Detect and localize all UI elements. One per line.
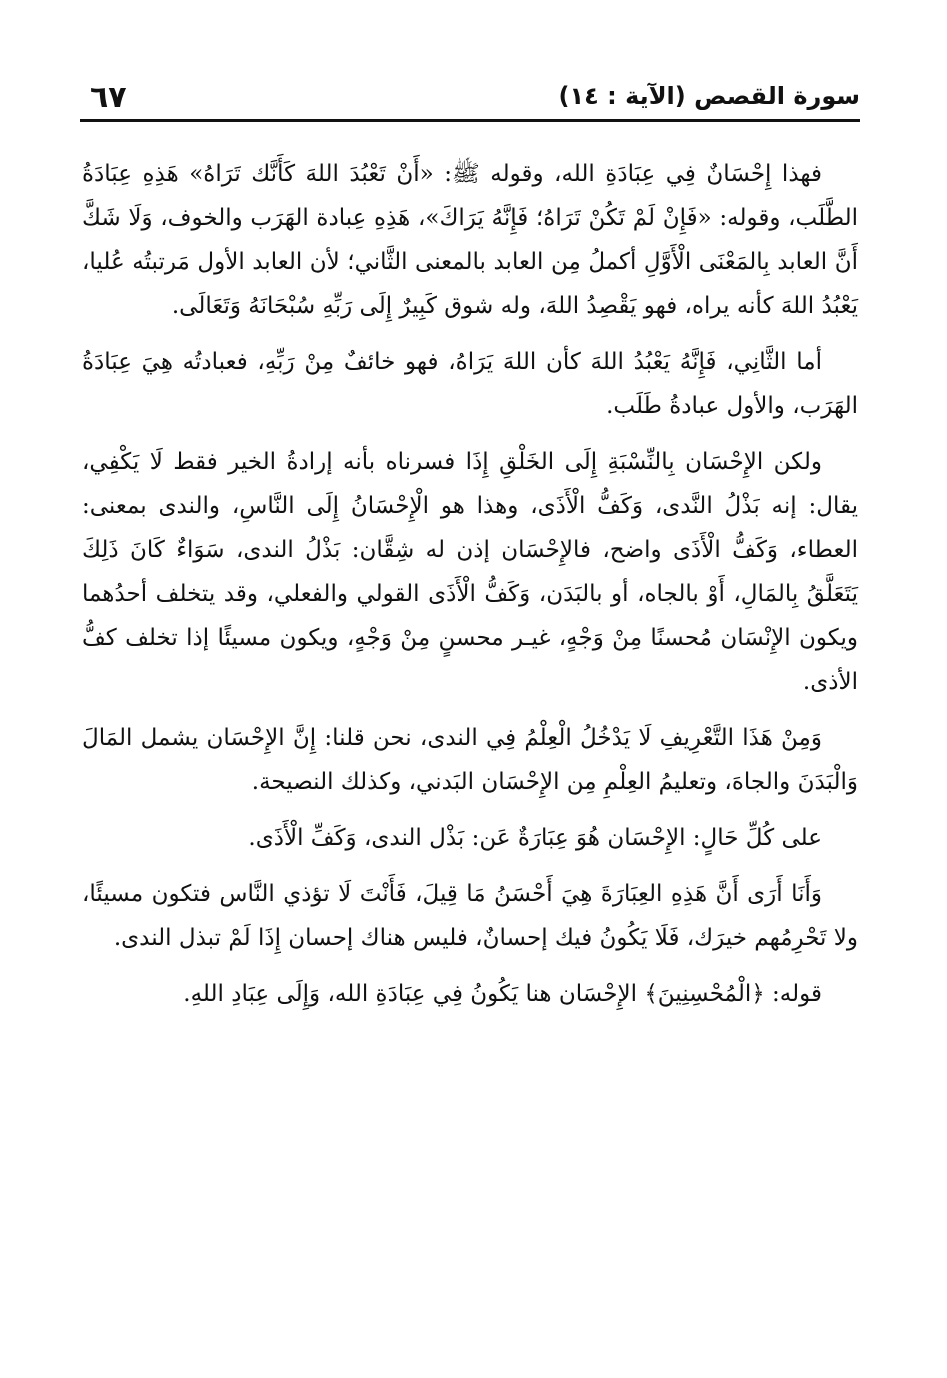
paragraph-4: وَمِنْ هَذَا التَّعْرِيفِ لَا يَدْخُلُ الْعِلْمُ فِي الندى، نحن قلنا: إِنَّ الإِحْسَان يشمل المَالَ وَالْبَدَنَ والجاهَ، وتعليمُ العِلْمِ مِن الإِحْسَان البَدني، وكذلك النصيحة. <box>82 725 858 795</box>
paragraph-3: ولكن الإِحْسَان بِالنِّسْبَةِ إِلَى الخَلْقِ إِذَا فسرناه بأنه إرادةُ الخير فقط لَا يَكْفِي، يقال: إنه بَذْلُ النَّدى، وَكَفُّ الْأَذَى، وهذا هو الْإِحْسَانُ إِلَى النَّاسِ، والندى بمعنى: العطاء، وَكَفُّ الْأَذَى واضح، فالإِحْسَان إذن له شِقَّان: بَذْلُ الندى، سَوَاءٌ كَانَ ذَلِكَ يَتَعَلَّقُ بِالمَالِ، أَوْ بالجاه، أو بالبَدَن، وَكَفُّ الْأَذَى القولي والفعلي، وقد يتخلف أحدُهما ويكون الإِنْسَان مُحسنًا مِنْ وَجْهٍ، غيـر محسنٍ مِنْ وَجْهٍ، ويكون مسيئًا إذا تخلف كفُّ الأذى. <box>82 449 858 695</box>
paragraph-5: على كُلِّ حَالٍ: الإِحْسَان هُوَ عِبَارَةٌ عَن: بَذْل الندى، وَكَفِّ الْأَذَى. <box>248 825 822 851</box>
page-header <box>80 78 860 118</box>
page-body <box>82 152 858 1022</box>
paragraph-2: أما الثَّانِي، فَإِنَّهُ يَعْبُدُ اللهَ كأن اللهَ يَرَاهُ، فهو خائفٌ مِنْ رَبِّهِ، فعبادتُه هِيَ عِبَادَةُ الهَرَب، والأول عبادةُ طَلَب. <box>82 349 858 419</box>
paragraph-6: وَأَنَا أَرَى أَنَّ هَذِهِ العِبَارَةَ هِيَ أَحْسَنُ مَا قِيلَ، فَأَنْتَ لَا تؤذي النَّاس فتكون مسيئًا، ولا تَحْرِمُهم خيرَك، فَلَا يَكُونُ فيك إحسانٌ، فليس هناك إحسان إِذَا لَمْ تبذل الندى. <box>82 881 858 951</box>
paragraph-7: قوله: ﴿الْمُحْسِنِينَ﴾ الإِحْسَان هنا يَكُونُ فِي عِبَادَةِ الله، وَإِلَى عِبَادِ اللهِ. <box>183 981 822 1007</box>
running-title: سورة القصص (الآية : ١٤) <box>558 82 860 110</box>
page-number: ٦٧ <box>90 80 127 115</box>
paragraph-1: فهذا إِحْسَانٌ فِي عِبَادَةِ الله، وقوله ﷺ: «أَنْ تَعْبُدَ اللهَ كَأَنَّك تَرَاهُ» هَذِهِ عِبَادَةُ الطَّلَب، وقوله: «فَإِنْ لَمْ تَكُنْ تَرَاهُ؛ فَإِنَّهُ يَرَاكَ»، هَذِهِ عِبادة الهَرَب والخوف، وَلَا شَكَّ أَنَّ العابد بِالمَعْنَى الْأَوَّلِ أكملُ مِن العابد بالمعنى الثَّاني؛ لأن العابد الأول مَرتبتُه عُليا، يَعْبُدُ اللهَ كأنه يراه، فهو يَقْصِدُ اللهَ، وله شوق كَبِيرٌ إِلَى رَبِّهِ سُبْحَانَهُ وَتَعَالَى. <box>82 161 858 319</box>
header-rule <box>80 119 860 122</box>
